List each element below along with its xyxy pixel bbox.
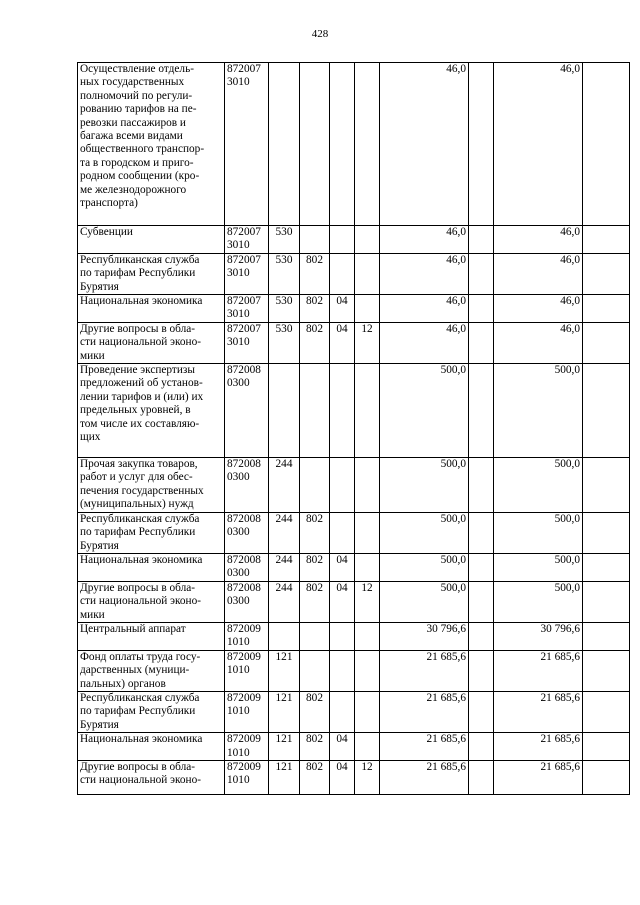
cell-sum2: 46,0	[494, 253, 583, 294]
cell-rz: 04	[330, 553, 355, 581]
cell-code: 872007 3010	[225, 226, 269, 254]
cell-code: 872009 1010	[225, 650, 269, 691]
cell-sum2: 21 685,6	[494, 691, 583, 732]
table-row	[78, 226, 630, 254]
table-row	[78, 63, 630, 226]
table-row	[78, 622, 630, 650]
cell-vr: 530	[269, 295, 300, 323]
cell-rz: 04	[330, 761, 355, 795]
cell-pr	[355, 650, 380, 691]
cell-name: Республиканская служба по тарифам Республики Бурятия	[78, 253, 225, 294]
cell-vr: 121	[269, 761, 300, 795]
cell-rz	[330, 253, 355, 294]
cell-code: 872008 0300	[225, 458, 269, 513]
cell-sum1: 500,0	[380, 512, 469, 553]
cell-vr	[269, 364, 300, 458]
cell-pr: 12	[355, 322, 380, 363]
cell-sum2: 500,0	[494, 512, 583, 553]
cell-gr	[300, 63, 330, 226]
cell-rz	[330, 458, 355, 513]
table-body	[78, 63, 630, 795]
cell-gr: 802	[300, 581, 330, 622]
cell-sum1: 21 685,6	[380, 761, 469, 795]
cell-sum1: 500,0	[380, 581, 469, 622]
cell-gr: 802	[300, 253, 330, 294]
table-row	[78, 761, 630, 795]
cell-name: Проведение экспертизы предложений об установ- лении тарифов и (или) их предельных уровней, в том числе их составляю- щих	[78, 364, 225, 458]
cell-sum1: 46,0	[380, 295, 469, 323]
cell-gr	[300, 226, 330, 254]
cell-gr	[300, 458, 330, 513]
cell-vr	[269, 63, 300, 226]
cell-vr: 244	[269, 581, 300, 622]
table-row	[78, 458, 630, 513]
cell-sum2: 30 796,6	[494, 622, 583, 650]
cell-empty2	[583, 295, 630, 323]
cell-rz	[330, 63, 355, 226]
cell-empty2	[583, 63, 630, 226]
cell-empty1	[469, 761, 494, 795]
cell-gr: 802	[300, 761, 330, 795]
cell-gr: 802	[300, 553, 330, 581]
cell-vr: 121	[269, 650, 300, 691]
table-row	[78, 295, 630, 323]
cell-empty1	[469, 322, 494, 363]
cell-sum2: 46,0	[494, 63, 583, 226]
cell-gr	[300, 622, 330, 650]
cell-empty1	[469, 622, 494, 650]
cell-empty2	[583, 512, 630, 553]
cell-rz	[330, 226, 355, 254]
cell-code: 872009 1010	[225, 691, 269, 732]
cell-rz	[330, 691, 355, 732]
cell-sum1: 46,0	[380, 253, 469, 294]
page-number: 428	[311, 28, 329, 40]
cell-name: Другие вопросы в обла- сти национальной эконо- мики	[78, 581, 225, 622]
cell-sum2: 46,0	[494, 295, 583, 323]
cell-gr: 802	[300, 733, 330, 761]
cell-empty2	[583, 622, 630, 650]
cell-name: Республиканская служба по тарифам Республики Бурятия	[78, 512, 225, 553]
cell-sum1: 500,0	[380, 458, 469, 513]
cell-sum1: 500,0	[380, 553, 469, 581]
cell-empty2	[583, 226, 630, 254]
cell-empty2	[583, 364, 630, 458]
cell-empty2	[583, 253, 630, 294]
cell-empty2	[583, 458, 630, 513]
cell-gr: 802	[300, 322, 330, 363]
cell-pr	[355, 733, 380, 761]
cell-empty2	[583, 691, 630, 732]
cell-rz	[330, 650, 355, 691]
cell-empty1	[469, 512, 494, 553]
cell-empty1	[469, 650, 494, 691]
cell-sum1: 21 685,6	[380, 691, 469, 732]
cell-sum1: 21 685,6	[380, 650, 469, 691]
table-row	[78, 364, 630, 458]
cell-rz: 04	[330, 581, 355, 622]
cell-pr: 12	[355, 581, 380, 622]
cell-gr: 802	[300, 691, 330, 732]
cell-pr: 12	[355, 761, 380, 795]
cell-rz: 04	[330, 295, 355, 323]
cell-code: 872007 3010	[225, 63, 269, 226]
cell-name: Другие вопросы в обла- сти национальной эконо-	[78, 761, 225, 795]
cell-empty1	[469, 63, 494, 226]
cell-sum1: 21 685,6	[380, 733, 469, 761]
cell-pr	[355, 622, 380, 650]
cell-rz: 04	[330, 733, 355, 761]
cell-code: 872008 0300	[225, 581, 269, 622]
cell-sum2: 500,0	[494, 553, 583, 581]
cell-vr	[269, 622, 300, 650]
cell-name: Национальная экономика	[78, 733, 225, 761]
cell-sum2: 46,0	[494, 226, 583, 254]
cell-sum1: 30 796,6	[380, 622, 469, 650]
cell-vr: 121	[269, 733, 300, 761]
table-row	[78, 553, 630, 581]
cell-vr: 530	[269, 253, 300, 294]
cell-name: Фонд оплаты труда госу- дарственных (муници- пальных) органов	[78, 650, 225, 691]
cell-rz: 04	[330, 322, 355, 363]
cell-rz	[330, 512, 355, 553]
cell-empty2	[583, 553, 630, 581]
cell-code: 872008 0300	[225, 512, 269, 553]
cell-sum2: 46,0	[494, 322, 583, 363]
table-row	[78, 512, 630, 553]
cell-empty1	[469, 295, 494, 323]
cell-vr: 530	[269, 226, 300, 254]
cell-empty2	[583, 761, 630, 795]
table-row	[78, 733, 630, 761]
cell-name: Другие вопросы в обла- сти национальной эконо- мики	[78, 322, 225, 363]
cell-sum2: 21 685,6	[494, 650, 583, 691]
cell-sum1: 46,0	[380, 63, 469, 226]
cell-sum1: 46,0	[380, 322, 469, 363]
cell-empty1	[469, 226, 494, 254]
cell-empty2	[583, 650, 630, 691]
cell-sum2: 21 685,6	[494, 761, 583, 795]
cell-code: 872007 3010	[225, 253, 269, 294]
cell-code: 872009 1010	[225, 622, 269, 650]
cell-pr	[355, 295, 380, 323]
cell-code: 872008 0300	[225, 553, 269, 581]
cell-empty1	[469, 691, 494, 732]
cell-name: Осуществление отдель- ных государственных полномочий по регули- рованию тарифов на пе- ревозки пассажиров и багажа всеми видами общественного транспор- та в городском и приго- родном сообщении (кро- ме железнодорожного транспорта)	[78, 63, 225, 226]
cell-sum2: 500,0	[494, 581, 583, 622]
cell-sum1: 46,0	[380, 226, 469, 254]
cell-empty2	[583, 581, 630, 622]
table-row	[78, 691, 630, 732]
cell-code: 872008 0300	[225, 364, 269, 458]
cell-sum2: 21 685,6	[494, 733, 583, 761]
cell-sum2: 500,0	[494, 458, 583, 513]
cell-pr	[355, 253, 380, 294]
cell-name: Прочая закупка товаров, работ и услуг для обес- печения государственных (муниципальных) нужд	[78, 458, 225, 513]
cell-pr	[355, 63, 380, 226]
cell-vr: 244	[269, 553, 300, 581]
cell-empty1	[469, 253, 494, 294]
cell-empty1	[469, 581, 494, 622]
cell-name: Центральный аппарат	[78, 622, 225, 650]
cell-vr: 244	[269, 458, 300, 513]
cell-pr	[355, 691, 380, 732]
cell-empty1	[469, 733, 494, 761]
table-row	[78, 253, 630, 294]
cell-code: 872009 1010	[225, 733, 269, 761]
cell-code: 872007 3010	[225, 322, 269, 363]
cell-rz	[330, 622, 355, 650]
budget-table	[77, 62, 630, 795]
cell-gr	[300, 650, 330, 691]
table-row	[78, 650, 630, 691]
cell-code: 872007 3010	[225, 295, 269, 323]
cell-gr: 802	[300, 512, 330, 553]
cell-name: Республиканская служба по тарифам Республики Бурятия	[78, 691, 225, 732]
cell-pr	[355, 458, 380, 513]
cell-rz	[330, 364, 355, 458]
cell-empty2	[583, 322, 630, 363]
cell-gr: 802	[300, 295, 330, 323]
cell-sum1: 500,0	[380, 364, 469, 458]
cell-empty1	[469, 458, 494, 513]
cell-name: Национальная экономика	[78, 553, 225, 581]
cell-pr	[355, 512, 380, 553]
table-row	[78, 322, 630, 363]
cell-empty1	[469, 364, 494, 458]
cell-gr	[300, 364, 330, 458]
cell-empty1	[469, 553, 494, 581]
cell-vr: 530	[269, 322, 300, 363]
cell-pr	[355, 226, 380, 254]
cell-name: Национальная экономика	[78, 295, 225, 323]
cell-code: 872009 1010	[225, 761, 269, 795]
cell-name: Субвенции	[78, 226, 225, 254]
cell-sum2: 500,0	[494, 364, 583, 458]
cell-empty2	[583, 733, 630, 761]
cell-pr	[355, 364, 380, 458]
cell-vr: 121	[269, 691, 300, 732]
cell-vr: 244	[269, 512, 300, 553]
table-row	[78, 581, 630, 622]
cell-pr	[355, 553, 380, 581]
